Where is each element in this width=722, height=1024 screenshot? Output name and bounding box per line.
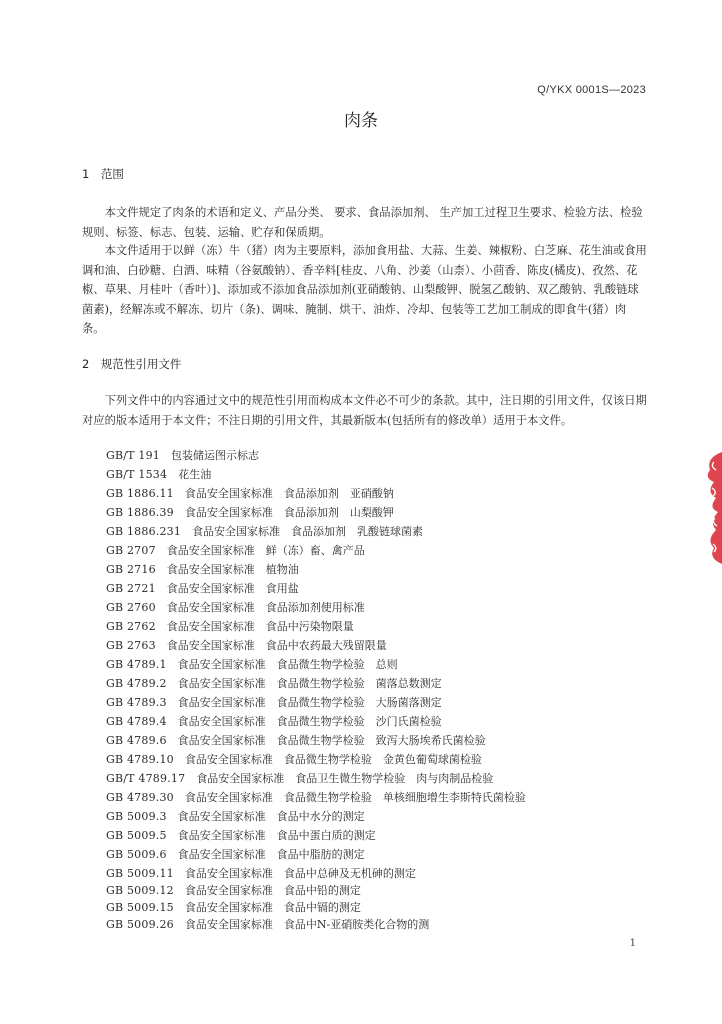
reference-item bbox=[106, 580, 299, 596]
reference-title: 食品安全国家标准 食品中污染物限量 bbox=[166, 620, 354, 633]
reference-title: 食品安全国家标准 食品添加剂 山梨酸钾 bbox=[184, 506, 394, 519]
reference-code: GB 1886.231 bbox=[106, 525, 182, 538]
reference-item bbox=[106, 542, 365, 558]
reference-code: GB 2707 bbox=[106, 544, 156, 557]
reference-title: 食品安全国家标准 食品中农药最大残留限量 bbox=[166, 639, 387, 652]
reference-code: GB 4789.10 bbox=[106, 753, 174, 766]
reference-title: 食品安全国家标准 鲜（冻）畜、禽产品 bbox=[166, 544, 365, 557]
reference-title: 包装储运图示标志 bbox=[171, 449, 260, 462]
reference-code: GB 4789.3 bbox=[106, 696, 167, 709]
reference-code: GB 2721 bbox=[106, 582, 156, 595]
reference-title: 食品安全国家标准 食品中总砷及无机砷的测定 bbox=[184, 867, 416, 880]
reference-title: 食品安全国家标准 食用盐 bbox=[166, 582, 299, 595]
reference-title: 食品安全国家标准 食品中N-亚硝胺类化合物的测 bbox=[184, 918, 430, 931]
reference-code: GB 4789.6 bbox=[106, 734, 167, 747]
reference-item bbox=[106, 827, 376, 843]
reference-code: GB 5009.3 bbox=[106, 810, 167, 823]
reference-item bbox=[106, 808, 365, 824]
reference-item bbox=[106, 916, 429, 932]
reference-code: GB/T 4789.17 bbox=[106, 772, 186, 785]
section-2-paragraph-1: 下列文件中的内容通过文中的规范性引用而构成本文件必不可少的条款。其中，注日期的引用文件，仅该日期对应的版本适用于本文件；不注日期的引用文件，其最新版本(包括所有的修改单）适用于本文件。 bbox=[82, 394, 647, 427]
reference-code: GB 5009.26 bbox=[106, 918, 174, 931]
reference-title: 食品安全国家标准 食品中镉的测定 bbox=[184, 901, 361, 914]
reference-code: GB 2763 bbox=[106, 639, 156, 652]
section-1-heading: 1 范围 bbox=[82, 167, 124, 181]
reference-item bbox=[106, 865, 416, 881]
reference-item bbox=[106, 656, 398, 672]
reference-title: 食品安全国家标准 食品添加剂使用标准 bbox=[166, 601, 365, 614]
section-1-paragraph-2: 本文件适用于以鲜（冻）牛（猪）肉为主要原料，添加食用盐、大蒜、生姜、辣椒粉、白芝麻、花生油或食用调和油、白砂糖、白酒、味精（谷氨酸钠）、香辛料[桂皮、八角、沙姜（山柰）、小茴香、陈皮(橘皮)、孜然、花椒、草果、月桂叶（香叶）]、添加或不添加食品添加剂(亚硝酸钠、山梨酸钾、脱氢乙酸钠、双乙酸钠、乳酸链球菌素)，经解冻或不解冻、切片（条)、调味、腌制、烘干、油炸、冷却、包装等工艺加工制成的即食牛(猪）肉条。 bbox=[82, 244, 647, 335]
reference-item bbox=[106, 732, 486, 748]
document-code: Q/YKX 0001S—2023 bbox=[537, 84, 646, 96]
reference-code: GB 5009.5 bbox=[106, 829, 167, 842]
section-1-paragraph-1: 本文件规定了肉条的术语和定义、产品分类、 要求、食品添加剂、 生产加工过程卫生要求、检验方法、检验规则、标签、标志、包装、运输、贮存和保质期。 bbox=[82, 206, 643, 239]
reference-title: 食品安全国家标准 食品中脂肪的测定 bbox=[177, 848, 365, 861]
reference-item bbox=[106, 789, 526, 805]
reference-item bbox=[106, 770, 493, 786]
reference-title: 食品安全国家标准 食品中铅的测定 bbox=[184, 884, 361, 897]
reference-title: 食品安全国家标准 食品微生物学检验 金黄色葡萄球菌检验 bbox=[184, 753, 482, 766]
reference-item bbox=[106, 561, 299, 577]
reference-title: 食品安全国家标准 植物油 bbox=[166, 563, 299, 576]
reference-title: 食品安全国家标准 食品微生物学检验 致泻大肠埃希氏菌检验 bbox=[177, 734, 486, 747]
section-2-heading: 2 规范性引用文件 bbox=[82, 357, 182, 371]
reference-code: GB 2762 bbox=[106, 620, 156, 633]
reference-code: GB 5009.12 bbox=[106, 884, 174, 897]
reference-title: 食品安全国家标准 食品微生物学检验 单核细胞增生李斯特氏菌检验 bbox=[184, 791, 526, 804]
reference-code: GB 4789.30 bbox=[106, 791, 174, 804]
reference-code: GB 5009.15 bbox=[106, 901, 174, 914]
reference-code: GB 5009.11 bbox=[106, 867, 174, 880]
reference-code: GB 4789.4 bbox=[106, 715, 167, 728]
red-seal-stamp bbox=[700, 448, 722, 568]
reference-code: GB 1886.11 bbox=[106, 487, 174, 500]
reference-title: 食品安全国家标准 食品微生物学检验 沙门氏菌检验 bbox=[177, 715, 442, 728]
reference-code: GB 4789.1 bbox=[106, 658, 167, 671]
reference-item bbox=[106, 466, 211, 482]
reference-item bbox=[106, 882, 361, 898]
reference-item bbox=[106, 694, 442, 710]
reference-item bbox=[106, 899, 361, 915]
reference-title: 花生油 bbox=[178, 468, 212, 481]
reference-item bbox=[106, 599, 365, 615]
reference-code: GB/T 1534 bbox=[106, 468, 168, 481]
reference-item bbox=[106, 485, 394, 501]
page-number: 1 bbox=[629, 938, 636, 949]
reference-title: 食品安全国家标准 食品微生物学检验 大肠菌落测定 bbox=[177, 696, 442, 709]
reference-title: 食品安全国家标准 食品微生物学检验 总则 bbox=[177, 658, 398, 671]
reference-title: 食品安全国家标准 食品中水分的测定 bbox=[177, 810, 365, 823]
reference-item bbox=[106, 447, 259, 463]
reference-item bbox=[106, 846, 365, 862]
reference-item bbox=[106, 675, 442, 691]
reference-item bbox=[106, 504, 394, 520]
reference-title: 食品安全国家标准 食品微生物学检验 菌落总数测定 bbox=[177, 677, 442, 690]
reference-item bbox=[106, 637, 387, 653]
reference-item bbox=[106, 713, 442, 729]
reference-code: GB 5009.6 bbox=[106, 848, 167, 861]
reference-item bbox=[106, 751, 482, 767]
reference-code: GB/T 191 bbox=[106, 449, 161, 462]
reference-title: 食品安全国家标准 食品添加剂 乳酸链球菌素 bbox=[192, 525, 424, 538]
reference-code: GB 2716 bbox=[106, 563, 156, 576]
reference-item bbox=[106, 618, 354, 634]
reference-item bbox=[106, 523, 423, 539]
reference-title: 食品安全国家标准 食品中蛋白质的测定 bbox=[177, 829, 376, 842]
reference-title: 食品安全国家标准 食品添加剂 亚硝酸钠 bbox=[184, 487, 394, 500]
reference-code: GB 1886.39 bbox=[106, 506, 174, 519]
document-title: 肉条 bbox=[344, 111, 378, 131]
reference-title: 食品安全国家标准 食品卫生微生物学检验 肉与肉制品检验 bbox=[196, 772, 494, 785]
reference-code: GB 2760 bbox=[106, 601, 156, 614]
reference-code: GB 4789.2 bbox=[106, 677, 167, 690]
